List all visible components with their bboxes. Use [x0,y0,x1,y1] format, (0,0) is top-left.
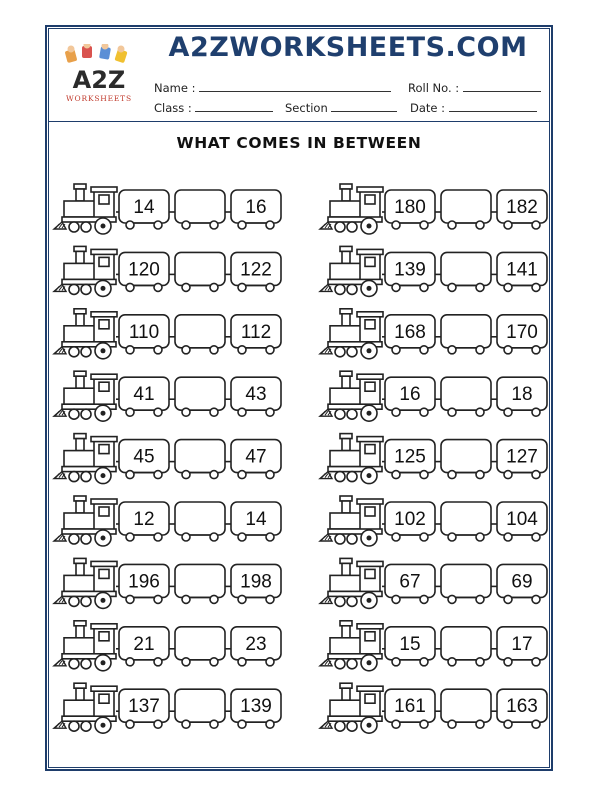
logo-subtext: WORKSHEETS [66,94,132,103]
wagon-after [497,627,547,666]
train-engine-icon [54,621,117,671]
wagon-after [231,564,281,603]
number-label: 14 [245,509,267,530]
train-row [320,184,547,234]
logo-text: A2Z [72,66,126,94]
train-row [54,558,281,608]
answer-wagon[interactable] [441,627,491,666]
roll-label: Roll No. : [408,81,460,95]
number-label: 17 [511,633,533,655]
wagon-before [385,564,435,603]
wagon-before [119,190,169,229]
number-label: 182 [506,197,538,218]
train-engine-icon [320,683,383,733]
answer-wagon[interactable] [175,689,225,728]
answer-wagon[interactable] [175,190,225,229]
wagon-before [119,315,169,354]
wagon-after [497,252,547,291]
brand-title: A2ZWORKSHEETS.COM [168,32,528,63]
number-label: 21 [133,633,155,655]
train-row [54,246,281,296]
train-engine-icon [320,558,383,608]
number-label: 163 [506,696,538,718]
wagon-before [119,377,169,416]
number-label: 180 [394,197,426,218]
train-engine-icon [320,184,383,234]
train-row [320,371,547,421]
wagon-before [119,502,169,541]
answer-wagon[interactable] [175,627,225,666]
answer-wagon[interactable] [175,502,225,541]
answer-wagon[interactable] [441,252,491,291]
train-engine-icon [320,309,383,359]
train-row [320,496,547,546]
wagon-after [231,252,281,291]
answer-wagon[interactable] [441,440,491,479]
train-engine-icon [54,434,117,484]
train-row [54,434,281,484]
wagon-after [497,440,547,479]
wagon-before [119,627,169,666]
train-row [54,621,281,671]
wagon-after [231,190,281,229]
number-label: 18 [511,384,533,406]
number-label: 170 [506,321,538,343]
wagon-before [385,377,435,416]
number-label: 47 [245,446,267,468]
train-engine-icon [320,496,383,546]
wagon-before [385,627,435,666]
wagon-before [119,252,169,291]
answer-wagon[interactable] [441,190,491,229]
number-label: 104 [506,509,538,530]
train-row [320,246,547,296]
answer-wagon[interactable] [175,377,225,416]
train-engine-icon [54,558,117,608]
number-label: 16 [245,197,267,218]
wagon-before [119,440,169,479]
train-row [54,496,281,546]
class-label: Class : [154,101,192,115]
number-label: 141 [506,259,538,281]
answer-wagon[interactable] [441,564,491,603]
train-row [320,558,547,608]
number-label: 122 [240,259,272,281]
number-label: 69 [511,571,533,593]
train-engine-icon [320,434,383,484]
number-label: 198 [240,571,272,593]
number-label: 14 [133,197,155,218]
wagon-before [385,315,435,354]
wagon-before [119,689,169,728]
answer-wagon[interactable] [175,252,225,291]
train-row [54,309,281,359]
train-engine-icon [54,496,117,546]
number-label: 15 [399,633,421,655]
answer-wagon[interactable] [441,377,491,416]
worksheet-title: WHAT COMES IN BETWEEN [176,134,422,152]
wagon-after [231,627,281,666]
number-label: 41 [133,384,155,406]
number-label: 137 [128,696,160,718]
number-label: 127 [506,446,538,468]
wagon-after [497,315,547,354]
number-label: 16 [399,384,421,406]
wagon-after [497,377,547,416]
number-label: 139 [240,696,272,718]
train-engine-icon [54,309,117,359]
number-label: 168 [394,321,426,343]
answer-wagon[interactable] [175,315,225,354]
answer-wagon[interactable] [175,564,225,603]
train-row [320,683,547,733]
train-engine-icon [320,246,383,296]
train-row [320,621,547,671]
answer-wagon[interactable] [441,689,491,728]
train-engine-icon [54,371,117,421]
wagon-before [385,190,435,229]
train-engine-icon [54,184,117,234]
wagon-after [231,502,281,541]
name-label: Name : [154,81,196,95]
wagon-before [385,689,435,728]
wagon-before [385,440,435,479]
number-label: 196 [128,571,160,593]
train-engine-icon [54,246,117,296]
wagon-before [385,502,435,541]
wagon-after [231,440,281,479]
wagon-before [385,252,435,291]
train-row [320,434,547,484]
number-label: 139 [394,259,426,281]
number-label: 12 [133,509,155,530]
number-label: 45 [133,446,155,468]
number-label: 102 [394,509,426,530]
wagon-before [119,564,169,603]
number-label: 120 [128,259,160,281]
wagon-after [231,689,281,728]
number-label: 112 [240,321,272,343]
train-row [320,309,547,359]
answer-wagon[interactable] [441,315,491,354]
wagon-after [497,190,547,229]
train-engine-icon [320,371,383,421]
answer-wagon[interactable] [441,502,491,541]
train-engine-icon [320,621,383,671]
number-label: 67 [399,571,421,593]
wagon-after [231,315,281,354]
wagon-after [231,377,281,416]
number-label: 125 [394,446,426,468]
section-label: Section [285,101,328,115]
train-row [54,371,281,421]
wagon-after [497,689,547,728]
train-engine-icon [54,683,117,733]
wagon-after [497,564,547,603]
date-label: Date : [410,101,446,115]
train-row [54,184,281,234]
answer-wagon[interactable] [175,440,225,479]
number-label: 23 [245,633,267,655]
train-row [54,683,281,733]
wagon-after [497,502,547,541]
number-label: 43 [245,384,267,406]
number-label: 110 [128,321,160,343]
number-label: 161 [394,696,426,718]
